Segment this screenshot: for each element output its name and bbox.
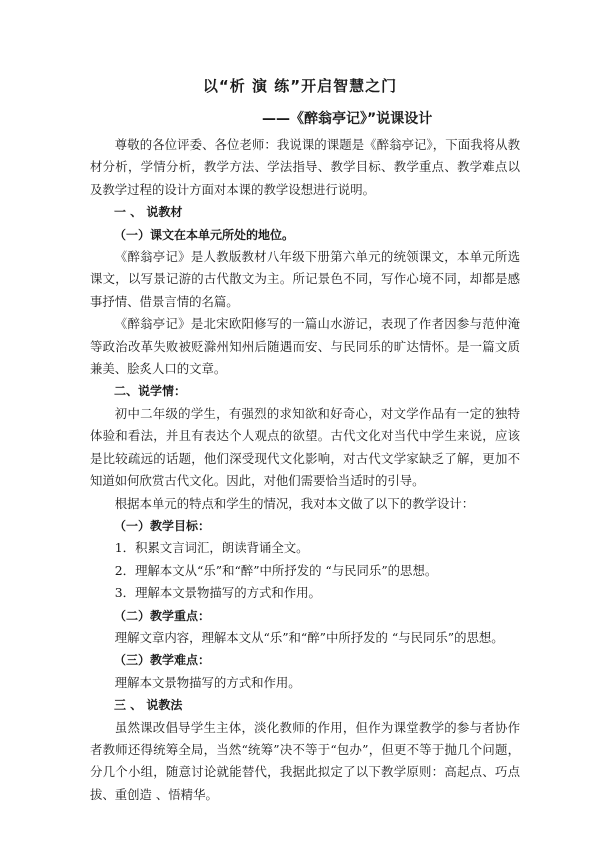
paragraph: 1．积累文言词汇，朗读背诵全文。 xyxy=(114,540,309,556)
paragraph: 虽然课改倡导学生主体，淡化教师的作用，但作为课堂教学的参与者协作者教师还得统筹全局，当然“统筹”决不等于“包办”，但更不等于抛几个问题，分几个小组，随意讨论就能替代，我据此拟定了以下教学原则：高起点、巧点拔、重创造 、悟精华。 xyxy=(90,719,520,802)
paragraph: 《醉翁亭记》是北宋欧阳修写的一篇山水游记，表现了作者因参与范仲淹等政治改革失败被贬滁州知州后随遇而安、与民同乐的旷达情怀。是一篇文质兼美、脍炙人口的文章。 xyxy=(90,316,520,377)
section-heading: 二、说学情： xyxy=(114,384,187,399)
document-subtitle: ——《醉翁亭记》”说课设计 xyxy=(262,111,433,127)
paragraph: 理解文章内容，理解本文从“乐”和“醉”中所抒发的 “与民同乐”的思想。 xyxy=(114,629,504,645)
paragraph: 《醉翁亭记》是人教版教材八年级下册第六单元的统领课文，本单元所选课文，以写景记游的古代散文为主。所记景色不同，写作心境不同，却都是感事抒情、借景言情的名篇。 xyxy=(90,249,520,309)
section-heading: （三）教学难点： xyxy=(114,653,211,668)
section-heading: 一 、 说教材 xyxy=(114,205,183,220)
paragraph: 2．理解本文从“乐”和“醉”中所抒发的 “与民同乐”的思想。 xyxy=(114,562,438,578)
paragraph: 3．理解本文景物描写的方式和作用。 xyxy=(114,585,321,601)
section-heading: 三 、 说教法 xyxy=(114,698,183,713)
paragraph: 初中二年级的学生，有强烈的求知欲和好奇心，对文学作品有一定的独特体验和看法，并且有表达个人观点的欲望。古代文化对当代中学生来说，应该是比较疏远的话题，他们深受现代文化影响，对古代文学家缺乏了解，更加不知道如何欣赏古代文化。因此，对他们需要恰当适时的引导。 xyxy=(90,405,520,489)
section-heading: （二）教学重点： xyxy=(114,608,211,623)
document-title: 以“析 演 练”开启智慧之门 xyxy=(202,77,398,95)
section-heading: （一）课文在本单元所处的地位。 xyxy=(114,227,295,242)
section-heading: （一）教学目标： xyxy=(114,518,211,533)
document-body xyxy=(90,134,520,806)
paragraph: 理解本文景物描写的方式和作用。 xyxy=(114,674,301,690)
paragraph: 尊敬的各位评委、各位老师：我说课的课题是《醉翁亭记》，下面我将从教材分析，学情分析，教学方法、学法指导、教学目标、教学重点、教学难点以及教学过程的设计方面对本课的教学设想进行说明。 xyxy=(90,137,520,197)
paragraph: 根据本单元的特点和学生的情况，我对本文做了以下的教学设计： xyxy=(114,495,475,511)
